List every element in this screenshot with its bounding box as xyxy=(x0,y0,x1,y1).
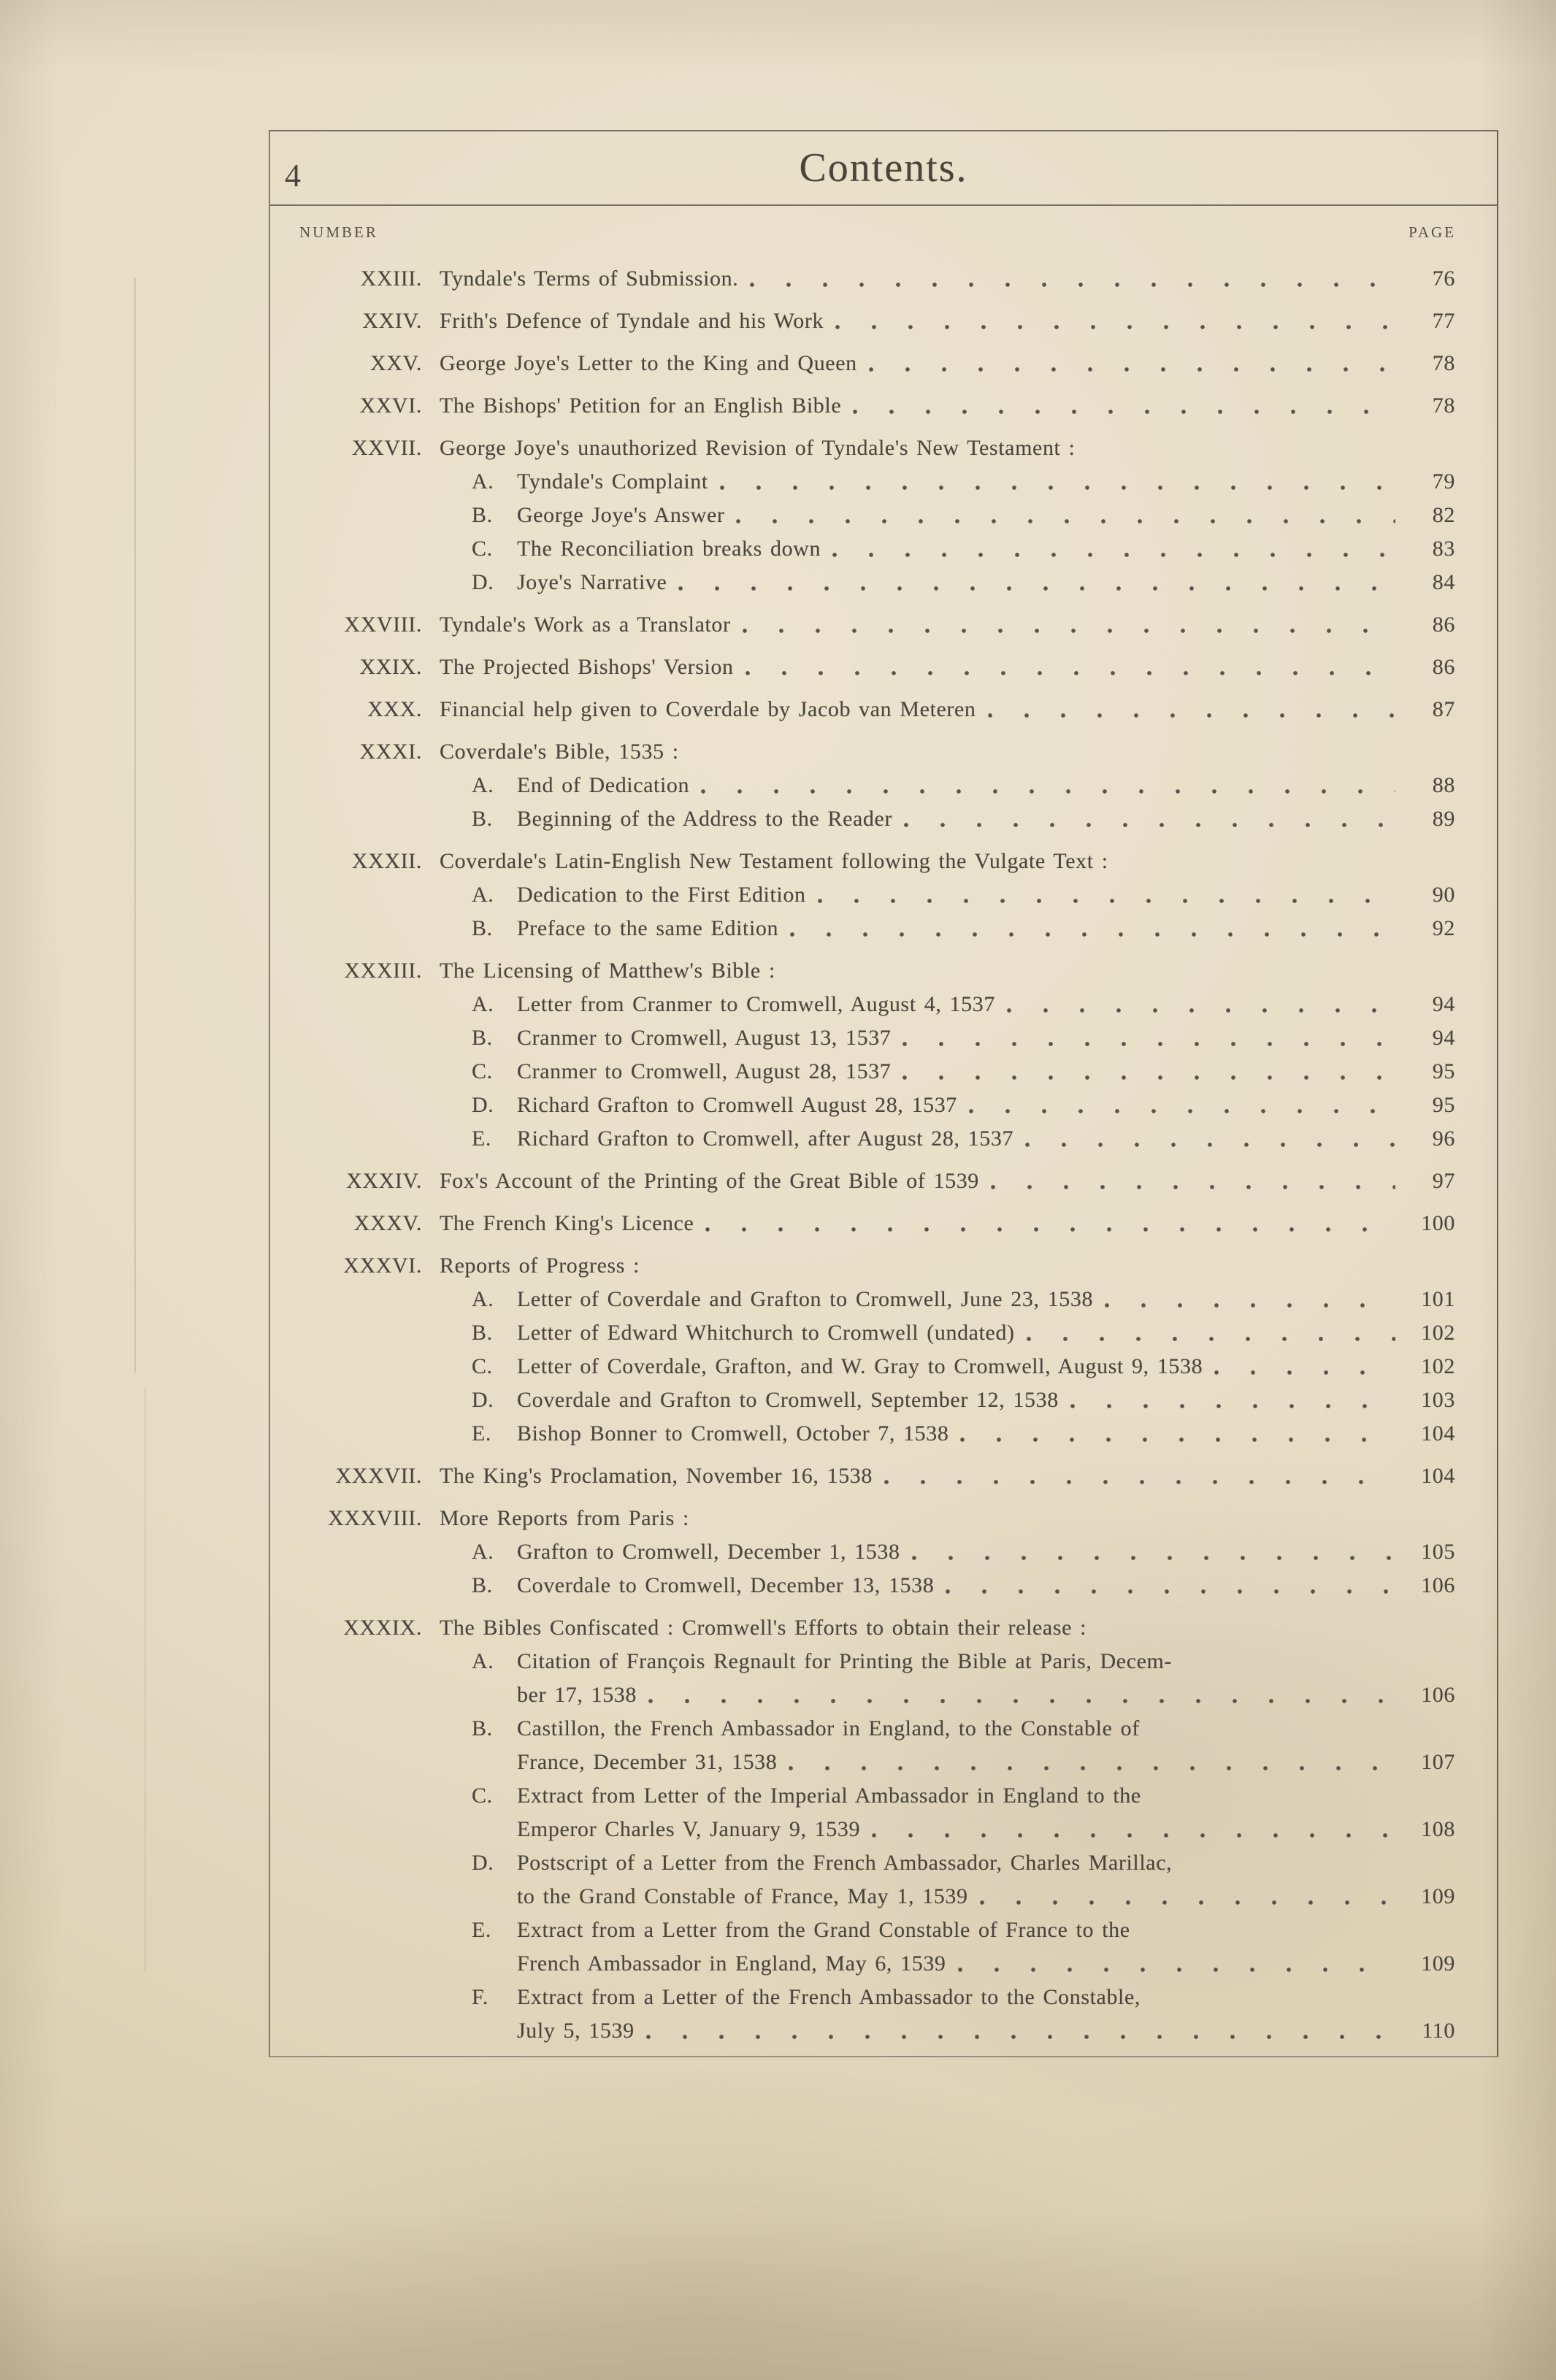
entry-letter: A. xyxy=(472,469,494,494)
entry-letter: B. xyxy=(472,916,493,940)
entry-title: Tyndale's Work as a Translator xyxy=(440,613,731,637)
entry-title: Cranmer to Cromwell, August 13, 1537 xyxy=(517,1026,892,1050)
entry-number: XXXIII. xyxy=(344,959,422,983)
entry-title: Postscript of a Letter from the French Ambassador, Charles Marillac, xyxy=(517,1851,1173,1875)
toc-subentry xyxy=(277,1383,1455,1417)
toc-subentry xyxy=(277,912,1455,945)
entry-number: XXXVII. xyxy=(335,1464,422,1488)
entry-number: XXXVI. xyxy=(343,1254,422,1278)
entry-letter: A. xyxy=(472,1540,494,1564)
entry-body xyxy=(422,566,1455,599)
entry-page: 82 xyxy=(1432,503,1455,527)
entry-page: 89 xyxy=(1432,807,1455,831)
entry-letter: C. xyxy=(472,1354,493,1378)
entry-body xyxy=(422,912,1455,945)
entry-letter: E. xyxy=(472,1918,492,1942)
toc-entry xyxy=(277,608,1455,642)
entry-body xyxy=(422,878,1455,912)
entry-page: 106 xyxy=(1421,1573,1455,1597)
entry-title: Citation of François Regnault for Printing the Bible at Paris, Decem- xyxy=(517,1649,1173,1673)
entry-body xyxy=(422,988,1455,1021)
toc-entry xyxy=(277,845,1455,878)
toc-subentry xyxy=(277,1089,1455,1122)
entry-letter: B. xyxy=(472,503,493,527)
toc-entry xyxy=(277,1611,1455,1645)
entry-body xyxy=(422,802,1455,836)
entry-page: 106 xyxy=(1421,1683,1455,1707)
toc-subentry xyxy=(277,1981,1455,2014)
entry-number: XXIV. xyxy=(362,309,422,333)
entry-title: to the Grand Constable of France, May 1, 1539 xyxy=(517,1884,968,1908)
entry-page: 102 xyxy=(1421,1354,1455,1378)
entry-number: XXVII. xyxy=(351,436,422,460)
entry-body xyxy=(422,532,1455,566)
toc-subentry xyxy=(277,1947,1455,1981)
entry-letter: A. xyxy=(472,1287,494,1311)
entry-title: Reports of Progress : xyxy=(440,1254,640,1278)
entry-page: 110 xyxy=(1422,2019,1455,2043)
entry-letter: B. xyxy=(472,1321,493,1345)
toc-entry xyxy=(277,1502,1455,1535)
entry-title: The Bibles Confiscated : Cromwell's Efforts to obtain their release : xyxy=(440,1616,1087,1640)
entry-title: Cranmer to Cromwell, August 28, 1537 xyxy=(517,1059,892,1083)
entry-page: 92 xyxy=(1432,916,1455,940)
entry-number: XXIX. xyxy=(359,655,422,679)
toc-subentry xyxy=(277,1350,1455,1383)
entry-title: The Licensing of Matthew's Bible : xyxy=(440,959,775,983)
entry-title: Preface to the same Edition xyxy=(517,916,779,940)
entry-body xyxy=(422,769,1455,802)
entry-page: 104 xyxy=(1421,1421,1455,1446)
toc-entry xyxy=(277,347,1455,380)
toc-list xyxy=(270,242,1497,2048)
entry-title: Coverdale and Grafton to Cromwell, September 12, 1538 xyxy=(517,1388,1059,1412)
toc-subentry xyxy=(277,2014,1455,2048)
entry-number: XXXI. xyxy=(359,740,422,764)
toc-subentry xyxy=(277,1283,1455,1316)
entry-body xyxy=(422,735,1455,769)
entry-title: ber 17, 1538 xyxy=(517,1683,637,1707)
entry-page: 95 xyxy=(1432,1059,1455,1083)
entry-number: XXX. xyxy=(367,697,422,721)
entry-title: Financial help given to Coverdale by Jacob van Meteren xyxy=(440,697,976,721)
entry-letter: B. xyxy=(472,807,493,831)
entry-page: 76 xyxy=(1432,266,1455,291)
dot-leader xyxy=(969,1107,1395,1116)
entry-body xyxy=(422,304,1455,338)
dot-leader xyxy=(1027,1335,1395,1343)
entry-page: 108 xyxy=(1421,1817,1455,1841)
entry-title: Extract from a Letter of the French Ambassador to the Constable, xyxy=(517,1985,1141,2009)
dot-leader xyxy=(818,897,1395,905)
entry-page: 105 xyxy=(1421,1540,1455,1564)
dot-leader xyxy=(1105,1301,1395,1310)
entry-body xyxy=(422,608,1455,642)
toc-entry xyxy=(277,693,1455,726)
entry-letter: C. xyxy=(472,1059,493,1083)
entry-body xyxy=(422,465,1455,499)
entry-page: 97 xyxy=(1432,1169,1455,1193)
entry-title: The French King's Licence xyxy=(440,1211,694,1235)
toc-subentry xyxy=(277,988,1455,1021)
entry-title: Letter of Coverdale and Grafton to Cromwell, June 23, 1538 xyxy=(517,1287,1094,1311)
dot-leader xyxy=(869,365,1395,374)
entry-number: XXXVIII. xyxy=(328,1506,422,1530)
dot-leader xyxy=(991,1183,1395,1191)
toc-entry xyxy=(277,262,1455,296)
entry-title: The Projected Bishops' Version xyxy=(440,655,734,679)
entry-letter: D. xyxy=(472,1093,494,1117)
entry-letter: D. xyxy=(472,1388,494,1412)
entry-title: Extract from a Letter from the Grand Constable of France to the xyxy=(517,1918,1130,1942)
entry-body xyxy=(422,1779,1455,1813)
entry-body xyxy=(422,389,1455,423)
toc-subentry xyxy=(277,1813,1455,1846)
page-title: Contents. xyxy=(799,145,968,191)
dot-leader xyxy=(946,1587,1395,1596)
dot-leader xyxy=(648,1697,1395,1705)
dot-leader xyxy=(835,323,1395,331)
column-headers xyxy=(270,206,1497,242)
entry-title: Beginning of the Address to the Reader xyxy=(517,807,893,831)
entry-body xyxy=(422,1021,1455,1055)
entry-title: Dedication to the First Edition xyxy=(517,883,806,907)
dot-leader xyxy=(750,280,1395,289)
toc-entry xyxy=(277,1249,1455,1283)
toc-subentry xyxy=(277,1316,1455,1350)
entry-title: Joye's Narrative xyxy=(517,570,667,594)
entry-body xyxy=(422,1055,1455,1089)
toc-entry xyxy=(277,954,1455,988)
toc-entry xyxy=(277,1459,1455,1493)
dot-leader xyxy=(902,1073,1395,1082)
entry-title: Richard Grafton to Cromwell, after August 28, 1537 xyxy=(517,1126,1014,1151)
entry-page: 94 xyxy=(1432,992,1455,1016)
scan-artifact-line xyxy=(145,1387,146,1971)
entry-letter: A. xyxy=(472,773,494,797)
entry-page: 109 xyxy=(1421,1951,1455,1976)
entry-body xyxy=(422,1880,1455,1913)
dot-leader xyxy=(904,821,1395,829)
toc-subentry xyxy=(277,1712,1455,1746)
entry-body xyxy=(422,1249,1455,1283)
toc-subentry xyxy=(277,1678,1455,1712)
entry-body xyxy=(422,1207,1455,1240)
toc-entry xyxy=(277,1164,1455,1198)
entry-page: 102 xyxy=(1421,1321,1455,1345)
entry-body xyxy=(422,499,1455,532)
entry-body xyxy=(422,347,1455,380)
entry-title: George Joye's Answer xyxy=(517,503,725,527)
dot-leader xyxy=(701,787,1395,796)
entry-body xyxy=(422,431,1455,465)
column-header-number: NUMBER xyxy=(299,223,378,241)
entry-title: Tyndale's Complaint xyxy=(517,469,708,494)
entry-page: 86 xyxy=(1432,655,1455,679)
dot-leader xyxy=(736,517,1395,526)
entry-page: 83 xyxy=(1432,537,1455,561)
entry-body xyxy=(422,1645,1455,1678)
entry-title: Coverdale's Bible, 1535 : xyxy=(440,740,679,764)
entry-number: XXVIII. xyxy=(344,613,422,637)
toc-entry xyxy=(277,389,1455,423)
entry-title: George Joye's Letter to the King and Queen xyxy=(440,351,857,375)
dot-leader xyxy=(980,1898,1395,1907)
entry-title: Bishop Bonner to Cromwell, October 7, 1538 xyxy=(517,1421,949,1446)
dot-leader xyxy=(790,930,1395,939)
entry-number: XXVI. xyxy=(359,394,422,418)
column-header-page: PAGE xyxy=(1409,223,1456,241)
entry-page: 96 xyxy=(1432,1126,1455,1151)
entry-number: XXXV. xyxy=(353,1211,422,1235)
entry-page: 84 xyxy=(1432,570,1455,594)
toc-subentry xyxy=(277,802,1455,836)
entry-title: End of Dedication xyxy=(517,773,690,797)
entry-title: Fox's Account of the Printing of the Great Bible of 1539 xyxy=(440,1169,979,1193)
page-folio-number: 4 xyxy=(285,158,302,193)
entry-body xyxy=(422,1913,1455,1947)
entry-number: XXXIV. xyxy=(346,1169,422,1193)
dot-leader xyxy=(884,1478,1395,1486)
entry-page: 79 xyxy=(1432,469,1455,494)
toc-subentry xyxy=(277,566,1455,599)
entry-title: Emperor Charles V, January 9, 1539 xyxy=(517,1817,861,1841)
entry-title: French Ambassador in England, May 6, 1539 xyxy=(517,1951,946,1976)
entry-number: XXV. xyxy=(369,351,422,375)
dot-leader xyxy=(960,1435,1395,1444)
entry-page: 86 xyxy=(1432,613,1455,637)
entry-title: George Joye's unauthorized Revision of Tyndale's New Testament : xyxy=(440,436,1076,460)
dot-leader xyxy=(853,407,1395,416)
entry-title: France, December 31, 1538 xyxy=(517,1750,778,1774)
toc-subentry xyxy=(277,1746,1455,1779)
toc-subentry xyxy=(277,1569,1455,1602)
entry-letter: C. xyxy=(472,1784,493,1808)
entry-page: 100 xyxy=(1421,1211,1455,1235)
entry-body xyxy=(422,650,1455,684)
entry-body xyxy=(422,845,1455,878)
entry-page: 103 xyxy=(1421,1388,1455,1412)
entry-body xyxy=(422,1678,1455,1712)
entry-body xyxy=(422,1611,1455,1645)
entry-body xyxy=(422,1947,1455,1981)
entry-page: 94 xyxy=(1432,1026,1455,1050)
dot-leader xyxy=(705,1225,1395,1234)
entry-body xyxy=(422,1813,1455,1846)
toc-entry xyxy=(277,431,1455,465)
entry-body xyxy=(422,1569,1455,1602)
entry-title: Castillon, the French Ambassador in England, to the Constable of xyxy=(517,1716,1140,1740)
entry-page: 88 xyxy=(1432,773,1455,797)
entry-body xyxy=(422,1350,1455,1383)
entry-number: XXXIX. xyxy=(343,1616,422,1640)
toc-subentry xyxy=(277,465,1455,499)
toc-subentry xyxy=(277,1021,1455,1055)
entry-number: XXIII. xyxy=(360,266,422,291)
dot-leader xyxy=(720,483,1395,492)
dot-leader xyxy=(902,1040,1395,1048)
entry-body xyxy=(422,1316,1455,1350)
toc-subentry xyxy=(277,1055,1455,1089)
dot-leader xyxy=(1025,1140,1395,1149)
entry-letter: A. xyxy=(472,883,494,907)
entry-letter: E. xyxy=(472,1126,492,1151)
scan-artifact-line xyxy=(134,277,136,1373)
entry-title: Letter from Cranmer to Cromwell, August 4, 1537 xyxy=(517,992,995,1016)
entry-letter: D. xyxy=(472,1851,494,1875)
entry-letter: A. xyxy=(472,1649,494,1673)
entry-page: 87 xyxy=(1432,697,1455,721)
entry-number: XXXII. xyxy=(351,849,422,873)
toc-subentry xyxy=(277,1880,1455,1913)
entry-title: Grafton to Cromwell, December 1, 1538 xyxy=(517,1540,900,1564)
entry-page: 95 xyxy=(1432,1093,1455,1117)
entry-title: The King's Proclamation, November 16, 1538 xyxy=(440,1464,873,1488)
entry-title: More Reports from Paris : xyxy=(440,1506,689,1530)
entry-title: Coverdale to Cromwell, December 13, 1538 xyxy=(517,1573,935,1597)
dot-leader xyxy=(743,626,1395,635)
entry-title: Letter of Edward Whitchurch to Cromwell (undated) xyxy=(517,1321,1015,1345)
page-frame xyxy=(269,130,1498,2057)
entry-title: The Bishops' Petition for an English Bible xyxy=(440,394,842,418)
entry-body xyxy=(422,1283,1455,1316)
entry-body xyxy=(422,1383,1455,1417)
toc-subentry xyxy=(277,532,1455,566)
toc-subentry xyxy=(277,1779,1455,1813)
entry-title: Coverdale's Latin-English New Testament following the Vulgate Text : xyxy=(440,849,1108,873)
entry-title: Richard Grafton to Cromwell August 28, 1537 xyxy=(517,1093,957,1117)
entry-letter: E. xyxy=(472,1421,492,1446)
entry-letter: B. xyxy=(472,1716,493,1740)
toc-entry xyxy=(277,304,1455,338)
entry-body xyxy=(422,1846,1455,1880)
entry-body xyxy=(422,1746,1455,1779)
entry-page: 104 xyxy=(1421,1464,1455,1488)
dot-leader xyxy=(1007,1006,1395,1015)
dot-leader xyxy=(872,1831,1395,1840)
dot-leader xyxy=(678,584,1395,593)
toc-subentry xyxy=(277,878,1455,912)
entry-body xyxy=(422,262,1455,296)
entry-page: 78 xyxy=(1432,394,1455,418)
entry-body xyxy=(422,1502,1455,1535)
entry-letter: C. xyxy=(472,537,493,561)
entry-letter: D. xyxy=(472,570,494,594)
toc-subentry xyxy=(277,1535,1455,1569)
entry-letter: A. xyxy=(472,992,494,1016)
toc-subentry xyxy=(277,1122,1455,1156)
entry-title: July 5, 1539 xyxy=(517,2019,635,2043)
dot-leader xyxy=(1214,1368,1395,1377)
entry-body xyxy=(422,1459,1455,1493)
entry-body xyxy=(422,2014,1455,2048)
entry-page: 101 xyxy=(1421,1287,1455,1311)
toc-subentry xyxy=(277,1913,1455,1947)
entry-title: Tyndale's Terms of Submission. xyxy=(440,266,739,291)
toc-subentry xyxy=(277,1846,1455,1880)
toc-subentry xyxy=(277,1645,1455,1678)
entry-title: Extract from Letter of the Imperial Ambassador in England to the xyxy=(517,1784,1141,1808)
entry-body xyxy=(422,1535,1455,1569)
dot-leader xyxy=(912,1554,1395,1562)
entry-body xyxy=(422,1417,1455,1451)
entry-page: 107 xyxy=(1421,1750,1455,1774)
entry-page: 109 xyxy=(1421,1884,1455,1908)
title-bar xyxy=(270,131,1497,206)
entry-page: 90 xyxy=(1432,883,1455,907)
dot-leader xyxy=(832,550,1395,559)
toc-entry xyxy=(277,735,1455,769)
entry-letter: B. xyxy=(472,1026,493,1050)
entry-body xyxy=(422,693,1455,726)
dot-leader xyxy=(789,1764,1395,1773)
entry-page: 78 xyxy=(1432,351,1455,375)
entry-body xyxy=(422,954,1455,988)
entry-body xyxy=(422,1712,1455,1746)
toc-entry xyxy=(277,650,1455,684)
toc-subentry xyxy=(277,1417,1455,1451)
toc-entry xyxy=(277,1207,1455,1240)
entry-body xyxy=(422,1164,1455,1198)
dot-leader xyxy=(746,669,1395,677)
dot-leader xyxy=(958,1965,1395,1974)
entry-title: Letter of Coverdale, Grafton, and W. Gray to Cromwell, August 9, 1538 xyxy=(517,1354,1203,1378)
dot-leader xyxy=(646,2032,1395,2041)
toc-subentry xyxy=(277,769,1455,802)
entry-page: 77 xyxy=(1432,309,1455,333)
entry-title: Frith's Defence of Tyndale and his Work xyxy=(440,309,824,333)
entry-title: The Reconciliation breaks down xyxy=(517,537,821,561)
dot-leader xyxy=(1070,1402,1395,1410)
entry-body xyxy=(422,1089,1455,1122)
entry-body xyxy=(422,1981,1455,2014)
dot-leader xyxy=(988,711,1395,720)
entry-body xyxy=(422,1122,1455,1156)
toc-subentry xyxy=(277,499,1455,532)
entry-letter: F. xyxy=(472,1985,488,2009)
entry-letter: B. xyxy=(472,1573,493,1597)
